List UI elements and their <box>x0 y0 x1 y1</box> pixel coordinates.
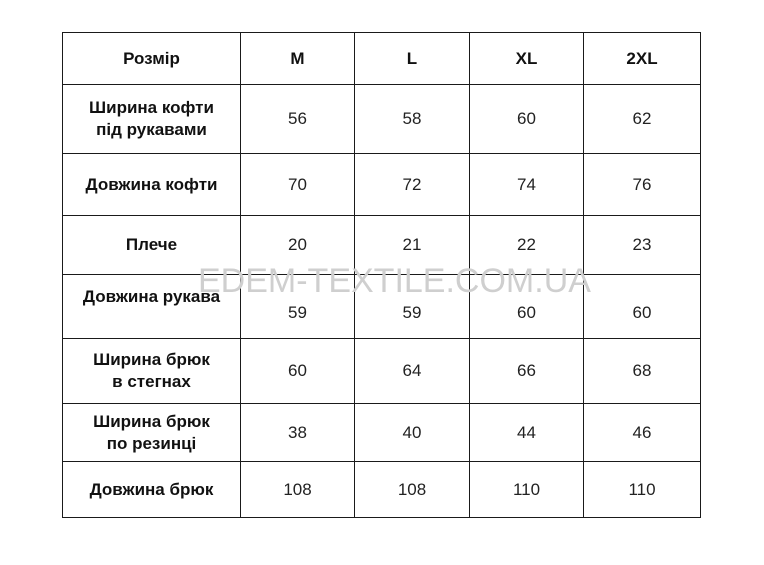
table-cell: 66 <box>470 339 584 404</box>
table-cell: 68 <box>584 339 701 404</box>
table-cell: 23 <box>584 216 701 275</box>
table-row <box>63 462 701 518</box>
table-cell: 46 <box>584 404 701 462</box>
table-row <box>63 85 701 154</box>
row-label-text: Ширина брюк в стегнах <box>93 350 210 391</box>
header-size: Розмір <box>63 33 241 85</box>
table-cell: 74 <box>470 154 584 216</box>
table-cell: 22 <box>470 216 584 275</box>
table-cell: 72 <box>355 154 470 216</box>
table-cell: 44 <box>470 404 584 462</box>
table-cell: 76 <box>584 154 701 216</box>
row-label-text: Ширина кофти під рукавами <box>89 98 214 139</box>
header-size-xl: XL <box>470 33 584 85</box>
row-label <box>63 154 241 216</box>
table-cell: 70 <box>241 154 355 216</box>
table-cell <box>241 275 355 339</box>
table-cell <box>470 275 584 339</box>
watermark-text: EDEM-TEXTILE.COM.UA <box>198 262 591 300</box>
table-row <box>63 216 701 275</box>
cell-value: 59 <box>288 302 307 322</box>
header-size-m: M <box>241 33 355 85</box>
table-cell: 108 <box>355 462 470 518</box>
row-label <box>63 216 241 275</box>
cell-value: 60 <box>517 302 536 322</box>
table-cell: 56 <box>241 85 355 154</box>
table-cell: 60 <box>470 85 584 154</box>
table-row <box>63 404 701 462</box>
header-size-2xl: 2XL <box>584 33 701 85</box>
cell-value: 60 <box>632 302 652 322</box>
size-chart-table <box>62 32 701 518</box>
header-size-l: L <box>355 33 470 85</box>
row-label <box>63 339 241 404</box>
row-label <box>63 404 241 462</box>
table-cell <box>355 275 470 339</box>
table-cell: 110 <box>584 462 701 518</box>
table-cell: 58 <box>355 85 470 154</box>
table-cell: 108 <box>241 462 355 518</box>
row-label-text: Плече <box>125 235 178 254</box>
table-cell: 20 <box>241 216 355 275</box>
row-label <box>63 275 241 339</box>
row-label-text: Довжина брюк <box>89 479 214 499</box>
table-cell: 60 <box>241 339 355 404</box>
cell-value: 59 <box>402 302 422 322</box>
row-label-text: Довжина рукава <box>82 286 221 306</box>
table-cell: 62 <box>584 85 701 154</box>
row-label-text: Ширина брюк по резинці <box>93 411 210 453</box>
table-cell: 38 <box>241 404 355 462</box>
table-cell: 21 <box>355 216 470 275</box>
table-cell: 64 <box>355 339 470 404</box>
row-label <box>63 85 241 154</box>
row-label <box>63 462 241 518</box>
table-row <box>63 275 701 339</box>
row-label-text: Довжина кофти <box>85 174 218 194</box>
table-row <box>63 154 701 216</box>
table-row <box>63 339 701 404</box>
table-cell: 40 <box>355 404 470 462</box>
table-cell: 110 <box>470 462 584 518</box>
table-cell <box>584 275 701 339</box>
table-header-row <box>63 33 701 85</box>
